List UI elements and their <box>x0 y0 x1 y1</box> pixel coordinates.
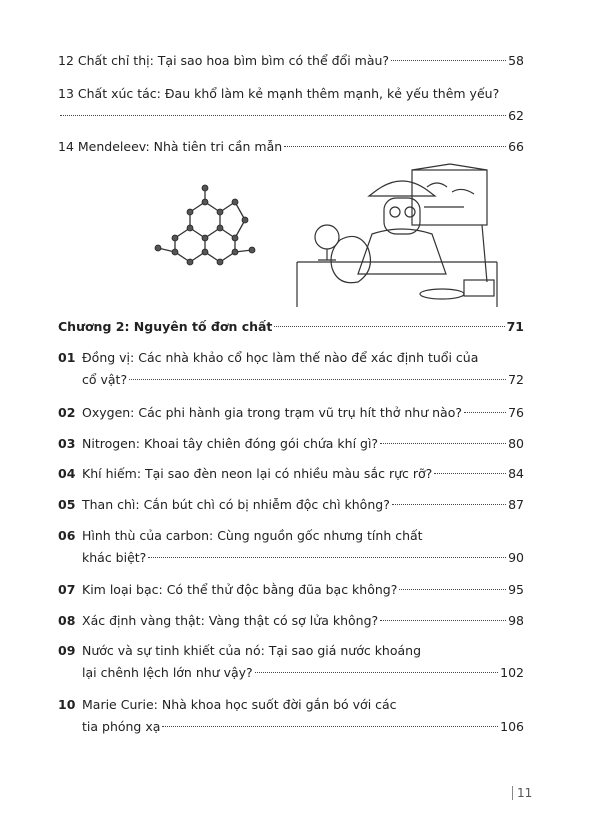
leader-dots <box>434 473 506 474</box>
entry-number: 04 <box>58 466 76 481</box>
toc-entry-page: 58 <box>508 53 524 68</box>
chapter-heading <box>58 316 524 338</box>
toc-entry-09 <box>58 640 524 684</box>
toc-entry-page: 102 <box>500 665 524 680</box>
leader-dots <box>129 379 506 380</box>
leader-dots <box>255 672 498 673</box>
toc-entry-02 <box>58 402 524 424</box>
leader-dots <box>162 726 498 727</box>
toc-entry-page: 90 <box>508 550 524 565</box>
toc-entry-title: Marie Curie: Nhà khoa học suốt đời gắn bó với các <box>82 697 397 712</box>
chapter-title: Chương 2: Nguyên tố đơn chất <box>58 319 273 334</box>
toc-entry-title: Oxygen: Các phi hành gia trong trạm vũ trụ hít thở như nào? <box>82 405 462 420</box>
scientist-illustration <box>292 162 502 312</box>
toc-entry-page: 84 <box>508 466 524 481</box>
entry-number: 06 <box>58 528 76 543</box>
page-number: 11 <box>512 786 532 800</box>
toc-entry-03 <box>58 433 524 455</box>
leader-dots <box>392 504 506 505</box>
toc-entry-14 <box>58 136 524 158</box>
toc-entry-title-cont: lại chênh lệch lớn như vậy? <box>82 665 253 680</box>
toc-entry-page: 95 <box>508 582 524 597</box>
toc-entry-12 <box>58 50 524 72</box>
leader-dots <box>380 620 506 621</box>
leader-dots <box>60 115 506 116</box>
entry-number: 10 <box>58 697 76 712</box>
toc-entry-title: Nitrogen: Khoai tây chiên đóng gói chứa khí gì? <box>82 436 379 451</box>
toc-entry-title: 14 Mendeleev: Nhà tiên tri cần mẫn <box>58 139 283 154</box>
toc-entry-01 <box>58 347 524 391</box>
toc-entry-06 <box>58 525 524 569</box>
entry-number: 01 <box>58 350 76 365</box>
entry-number: 08 <box>58 613 76 628</box>
leader-dots <box>284 146 506 147</box>
toc-entry-title-cont: khác biệt? <box>82 550 147 565</box>
toc-entry-page: 98 <box>508 613 524 628</box>
toc-entry-05 <box>58 494 524 516</box>
diamond-lattice-illustration <box>150 180 270 275</box>
leader-dots <box>274 326 504 327</box>
toc-entry-page: 66 <box>508 139 524 154</box>
entry-number: 05 <box>58 497 76 512</box>
toc-entry-title-cont: tia phóng xạ <box>82 719 161 734</box>
toc-entry-page: 62 <box>508 108 524 123</box>
toc-entry-10 <box>58 694 524 738</box>
leader-dots <box>148 557 506 558</box>
toc-entry-title: 12 Chất chỉ thị: Tại sao hoa bìm bìm có thể đổi màu? <box>58 53 390 68</box>
toc-entry-page: 106 <box>500 719 524 734</box>
leader-dots <box>399 589 506 590</box>
toc-entry-title: Hình thù của carbon: Cùng nguồn gốc nhưng tính chất <box>82 528 423 543</box>
toc-entry-title: 13 Chất xúc tác: Đau khổ làm kẻ mạnh thêm mạnh, kẻ yếu thêm yếu? <box>58 86 500 101</box>
entry-number: 02 <box>58 405 76 420</box>
toc-entry-page: 87 <box>508 497 524 512</box>
toc-entry-13 <box>58 83 524 127</box>
toc-entry-page: 76 <box>508 405 524 420</box>
toc-entry-04 <box>58 463 524 485</box>
entry-number: 07 <box>58 582 76 597</box>
entry-number: 09 <box>58 643 76 658</box>
leader-dots <box>464 412 506 413</box>
chapter-page: 71 <box>506 319 524 334</box>
leader-dots <box>380 443 506 444</box>
toc-entry-title-cont: cổ vật? <box>82 372 128 387</box>
toc-entry-title: Khí hiếm: Tại sao đèn neon lại có nhiều màu sắc rực rỡ? <box>82 466 433 481</box>
toc-entry-title: Đồng vị: Các nhà khảo cổ học làm thế nào để xác định tuổi của <box>82 350 479 365</box>
toc-entry-08 <box>58 610 524 632</box>
toc-entry-07 <box>58 579 524 601</box>
toc-entry-title: Than chì: Cắn bút chì có bị nhiễm độc chì không? <box>82 497 390 512</box>
entry-number: 03 <box>58 436 76 451</box>
toc-entry-title: Nước và sự tinh khiết của nó: Tại sao giá nước khoáng <box>82 643 422 658</box>
toc-entry-title: Kim loại bạc: Có thể thử độc bằng đũa bạc không? <box>82 582 398 597</box>
toc-entry-page: 72 <box>508 372 524 387</box>
toc-entry-page: 80 <box>508 436 524 451</box>
leader-dots <box>391 60 506 61</box>
toc-entry-title: Xác định vàng thật: Vàng thật có sợ lửa không? <box>82 613 379 628</box>
